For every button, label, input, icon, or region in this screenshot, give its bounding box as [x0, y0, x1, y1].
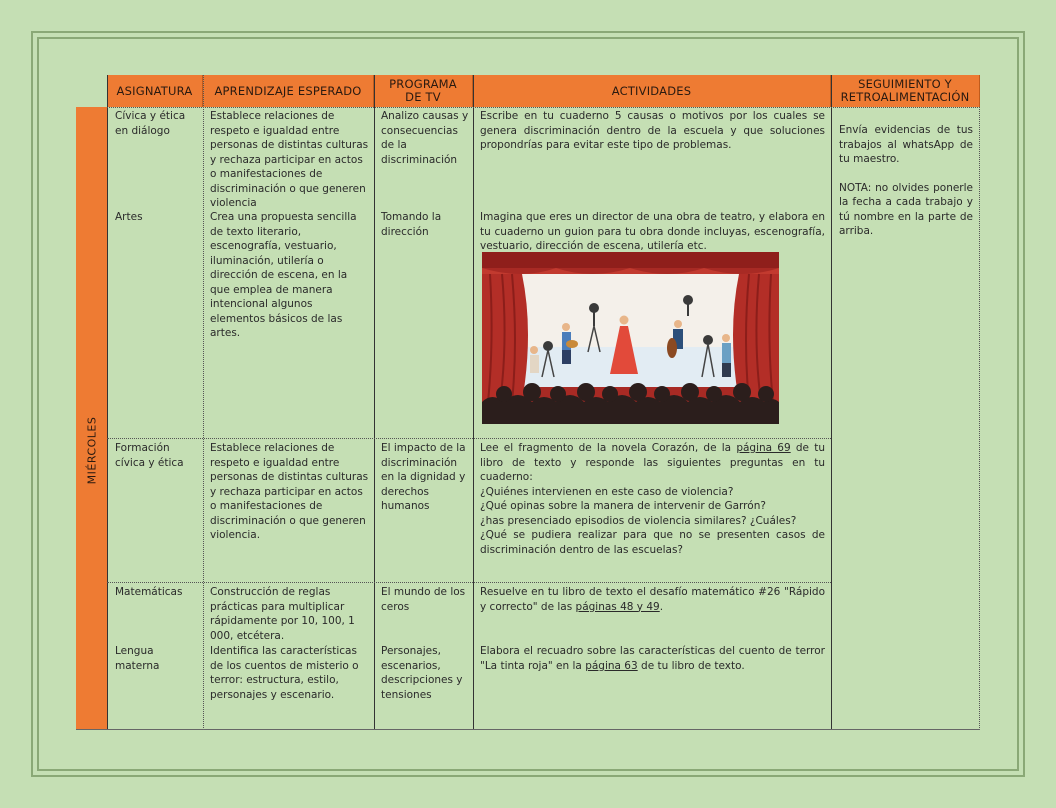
seguimiento-text	[839, 123, 973, 239]
page-link[interactable]: página 69	[736, 442, 791, 454]
row1-programa: Analizo causas y consecuencias de la discriminación	[381, 110, 469, 166]
row4-aprendizaje: Construcción de reglas prácticas para multiplicar rápidamente por 10, 100, 1 000, etcétera.	[210, 586, 355, 642]
row3-asignatura: Formación cívica y ética	[115, 442, 184, 469]
header-seguimiento: SEGUIMIENTO Y RETROALIMENTACIÓN	[831, 75, 980, 107]
row2-programa: Tomando la dirección	[381, 211, 442, 238]
grid-line	[203, 75, 204, 730]
row1-actividad: Escribe en tu cuaderno 5 causas o motivos por los cuales se genera discriminación dentro de la escuela y que soluciones propondrías para evitar este tipo de problemas.	[480, 110, 825, 151]
row2-aprendizaje: Crea una propuesta sencilla de texto literario, escenografía, vestuario, iluminación, utilería o dirección de escena, en la que emplea de manera intencional algunos elementos básicos de las artes.	[210, 211, 357, 339]
row4-actividad-text: Resuelve en tu libro de texto el desafío matemático #26 "Rápido y correcto" de las	[480, 586, 825, 613]
row1-aprendizaje: Establece relaciones de respeto e igualdad entre personas de distintas culturas y rechaza participar en actos o manifestaciones de discriminación o que generen violencia	[210, 110, 369, 209]
header-actividades: ACTIVIDADES	[473, 75, 831, 107]
question-item: ¿has presenciado episodios de violencia similares? ¿Cuáles?	[480, 514, 797, 527]
grid-line	[979, 107, 980, 730]
day-label: MIÉRCOLES	[85, 416, 99, 484]
header-aprendizaje: APRENDIZAJE ESPERADO	[203, 75, 374, 107]
row5-aprendizaje: Identifica las características de los cuentos de misterio o terror: estructura, estilo, personajes y escenario.	[210, 645, 359, 701]
row5-actividad-text-end: de tu libro de texto.	[637, 659, 745, 672]
row-divider	[107, 582, 831, 583]
grid-line	[831, 75, 832, 730]
row4-actividad	[480, 585, 825, 614]
row4-programa: El mundo de los ceros	[381, 586, 466, 613]
row3-actividad-text-end: de tu libro de texto y responde las siguientes preguntas en tu cuaderno:	[480, 442, 825, 483]
header-programa: PROGRAMA DE TV	[374, 75, 473, 107]
row2-asignatura: Artes	[115, 211, 143, 223]
seguimiento-note: NOTA: no olvides ponerle la fecha a cada trabajo y tú nombre en la parte de arriba.	[839, 181, 973, 237]
question-item: ¿Qué se pudiera realizar para que no se presenten casos de discriminación dentro de las escuelas?	[480, 529, 825, 556]
row2-actividad: Imagina que eres un director de una obra de teatro, y elabora en tu cuaderno un guion para tu obra donde incluyas, escenografía, vestuario, dirección de escena, utilería etc.	[480, 211, 825, 252]
row1-asignatura: Cívica y ética en diálogo	[115, 110, 186, 137]
row3-programa: El impacto de la discriminación en la dignidad y derechos humanos	[381, 442, 466, 512]
table-bottom-line	[76, 729, 980, 730]
grid-line	[473, 75, 474, 730]
question-item: ¿Quiénes intervienen en este caso de violencia?	[480, 485, 734, 498]
row5-actividad	[480, 644, 825, 673]
theater-stage-image	[482, 252, 779, 424]
header-asignatura: ASIGNATURA	[107, 75, 203, 107]
question-item: ¿Qué opinas sobre la manera de intervenir de Garrón?	[480, 500, 766, 512]
seguimiento-p1: Envía evidencias de tus trabajos al whatsApp de tu maestro.	[839, 124, 973, 165]
row3-aprendizaje: Establece relaciones de respeto e igualdad entre personas de distintas culturas y rechaza participar en actos o manifestaciones de discriminación o que generen violencia.	[210, 442, 369, 541]
row-divider	[107, 438, 831, 439]
row5-asignatura: Lengua materna	[115, 645, 160, 672]
page-link[interactable]: páginas 48 y 49	[575, 600, 660, 613]
row3-actividad-text: Lee el fragmento de la novela Corazón, de la	[480, 442, 737, 454]
page-link[interactable]: página 63	[585, 659, 638, 672]
row-divider	[107, 107, 980, 108]
row5-actividad-text: Elabora el recuadro sobre las características del cuento de terror "La tinta roja" en la	[480, 645, 825, 672]
row4-actividad-text-end: .	[659, 600, 664, 613]
row4-asignatura: Matemáticas	[115, 586, 183, 598]
row5-programa: Personajes, escenarios, descripciones y tensiones	[381, 645, 463, 701]
grid-line	[374, 75, 375, 730]
row3-actividad	[480, 441, 825, 557]
grid-line	[107, 75, 108, 730]
